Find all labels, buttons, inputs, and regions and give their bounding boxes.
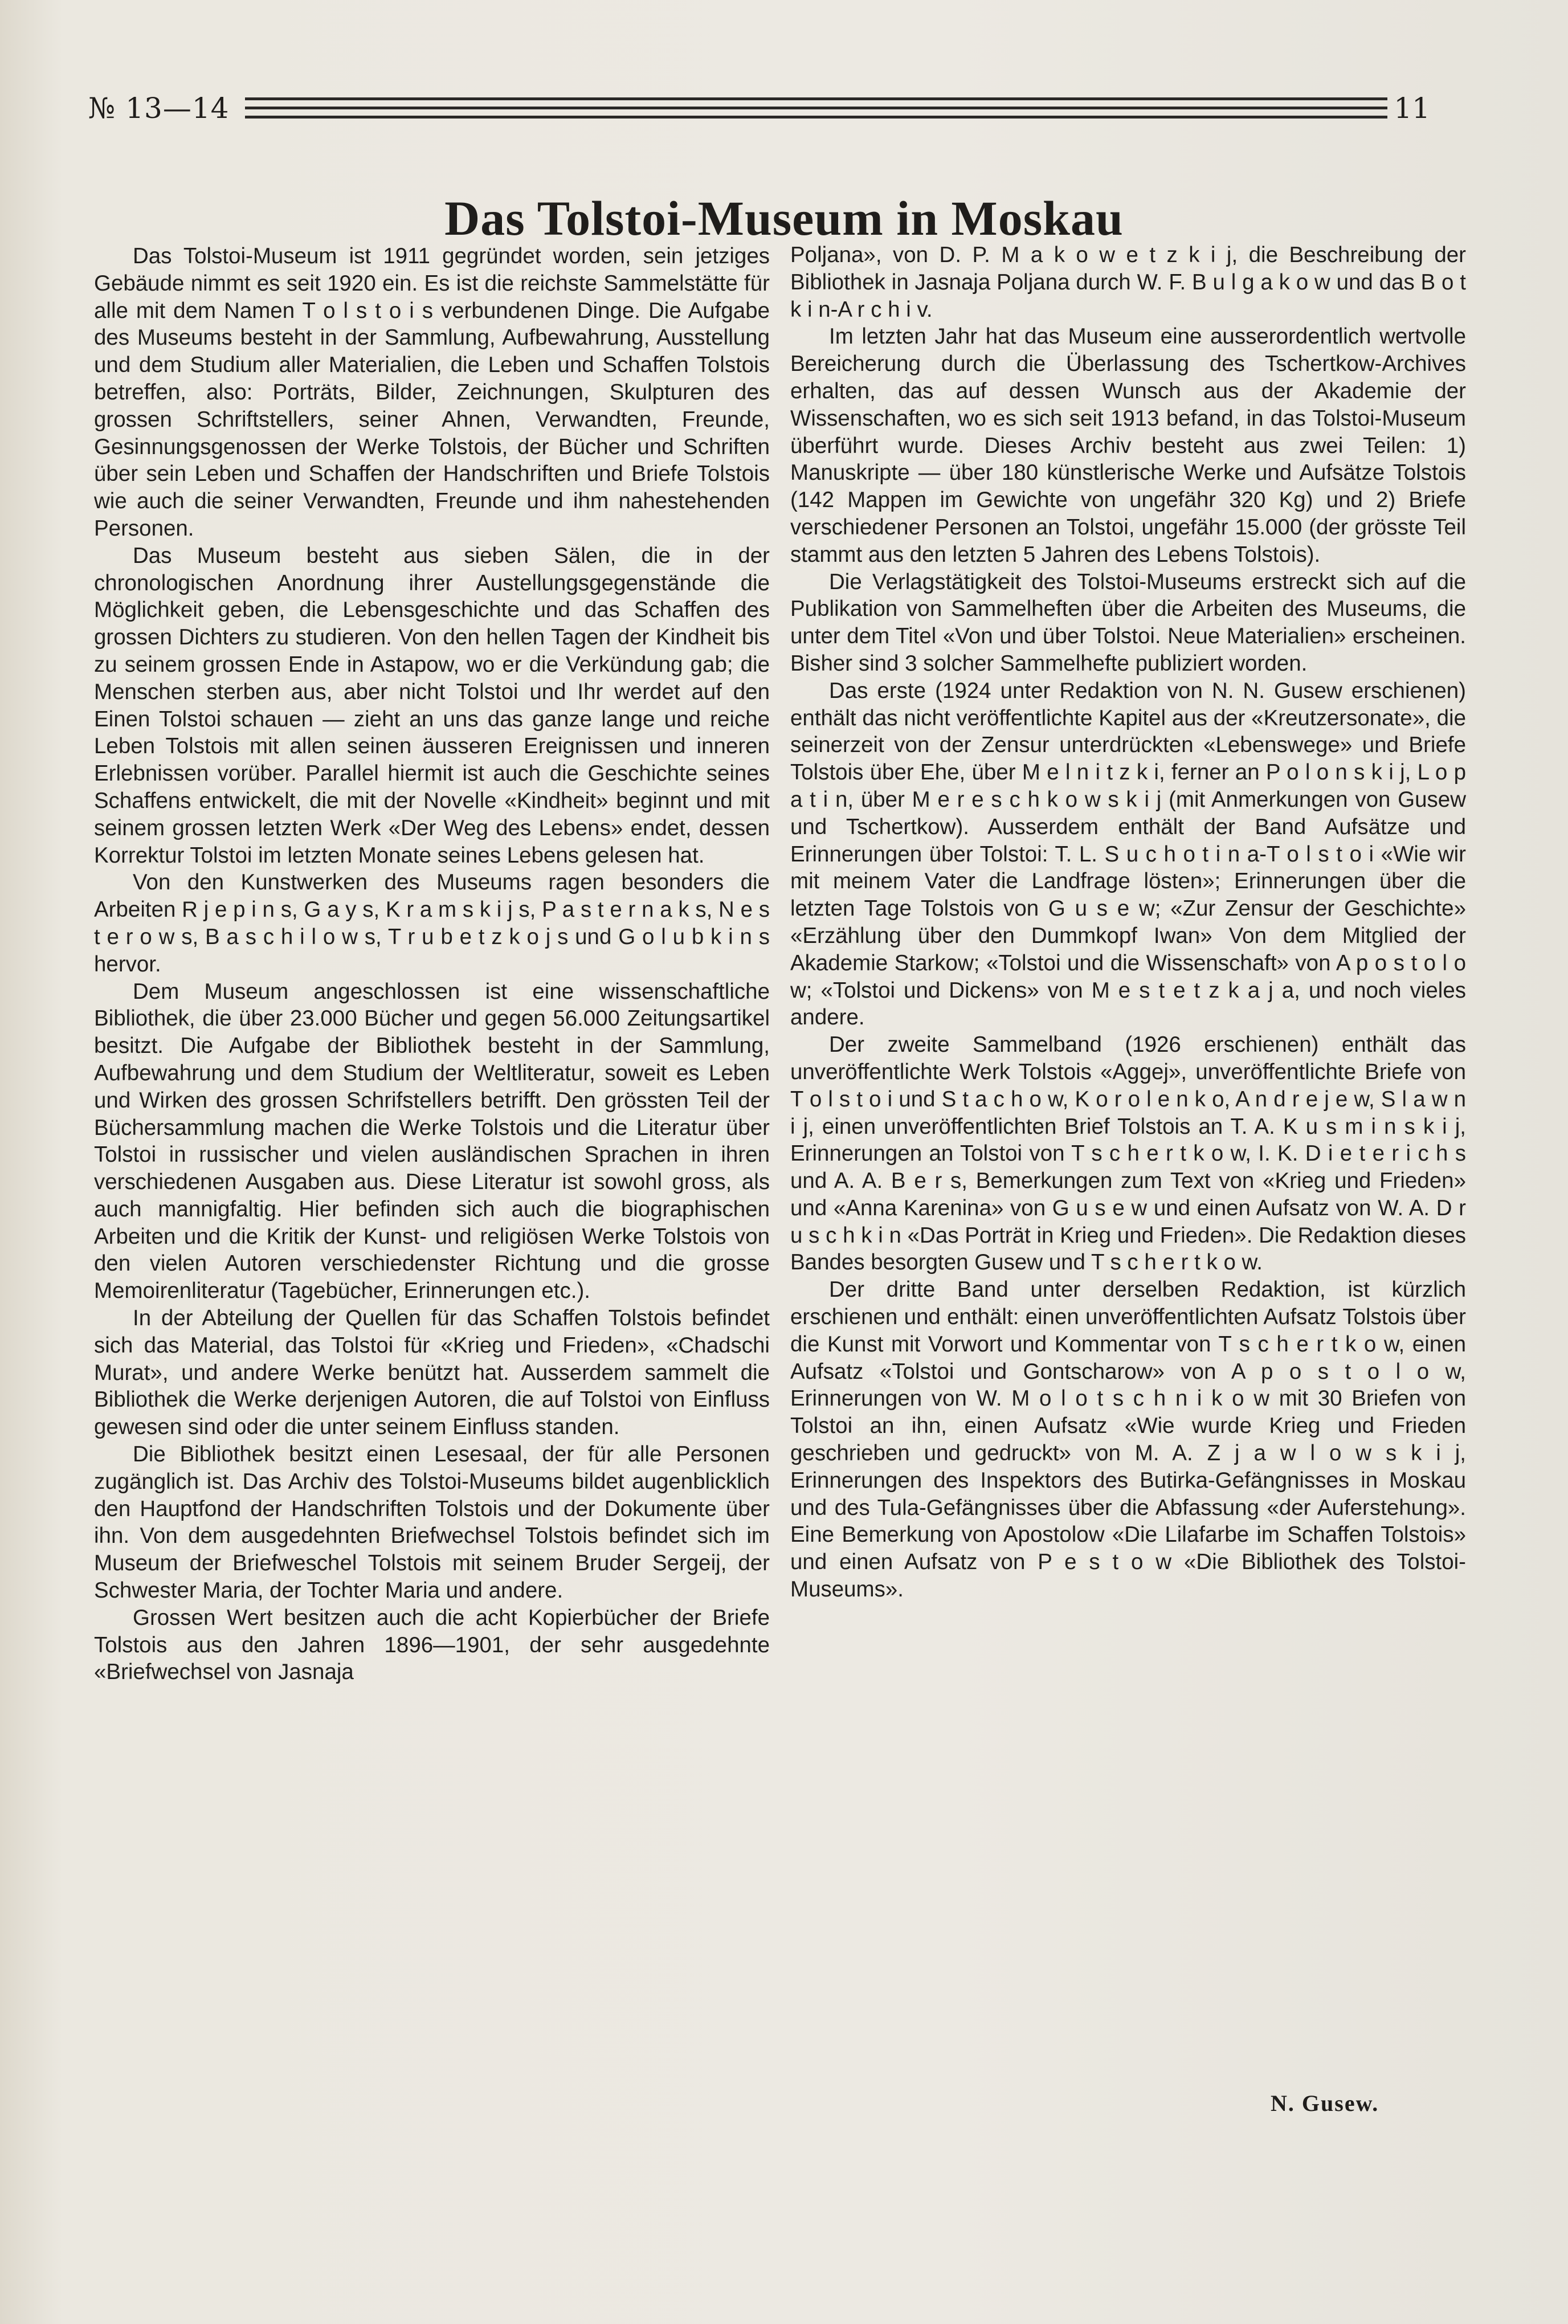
paragraph: Das erste (1924 unter Redaktion von N. N. Gusew erschienen) enthält das nicht veröffentlichte Kapitel aus der «Kreutzersonate», die seinerzeit von der Zensur unterdrückten «Lebenswege» und Briefe Tolstois über Ehe, über M e l n i t z k i, ferner an P o l o n s k i j, L o p a t i n, über M e r e s c h k o w s k i j (mit Anmerkungen von Gusew und Tschertkow). Ausserdem enthält der Band Aufsätze und Erinnerungen über Tolstoi: T. L. S u c h o t i n a-T o l s t o i «Wie wir mit meinem Vater die Landfrage lösten»; Erinnerungen über die letzten Tage Tolstois von G u s e w; «Zur Zensur der Geschichte» «Erzählung über den Dummkopf Iwan» Von dem Mitglied der Akademie Starkow; «Tolstoi und die Wissenschaft» von A p o s t o l o w; «Tolstoi und Dickens» von M e s t e t z k a j a, und noch vieles andere.	[790, 678, 1466, 1030]
issue-number: № 13—14	[88, 92, 230, 125]
header-rule	[245, 97, 1387, 100]
left-column	[94, 243, 770, 1686]
paragraph: Die Bibliothek besitzt einen Lesesaal, der für alle Personen zugänglich ist. Das Archiv des Tolstoi-Museums bildet augenblicklich den Hauptfond der Handschriften Tolstois und der Dokumente über ihn. Von dem ausgedehnten Briefwechsel Tolstois befindet sich im Museum der Briefweschel Tolstois mit seinem Bruder Sergeij, der Schwester Maria, der Tochter Maria und andere.	[94, 1442, 770, 1603]
right-column	[790, 242, 1466, 1603]
paragraph: Grossen Wert besitzen auch die acht Kopierbücher der Briefe Tolstois aus den Jahren 1896—1901, der sehr ausgedehnte «Briefwechsel von Jasnaja	[94, 1605, 770, 1685]
paragraph: In der Abteilung der Quellen für das Schaffen Tolstois befindet sich das Material, das Tolstoi für «Krieg und Frieden», «Chadschi Murat», und andere Werke benützt hat. Ausserdem sammelt die Bibliothek die Werke derjenigen Autoren, die auf Tolstoi von Einfluss gewesen sind oder die unter seinem Einfluss standen.	[94, 1306, 770, 1440]
page-number: 11	[1394, 92, 1430, 125]
paragraph: Das Museum besteht aus sieben Sälen, die in der chronologischen Anordnung ihrer Austellungsgegenstände die Möglichkeit geben, die Lebensgeschichte und das Schaffen des grossen Dichters zu studieren. Von den hellen Tagen der Kindheit bis zu seinem grossen Ende in Astapow, wo er die Verkündung gab; die Menschen sterben aus, aber nicht Tolstoi und Ihr werdet auf den Einen Tolstoi schauen — zieht an uns das ganze lange und reiche Leben Tolstois mit allen seinen äusseren Ereignissen und inneren Erlebnissen vorüber. Parallel hiermit ist auch die Geschichte seines Schaffens entwickelt, die mit der Novelle «Kindheit» beginnt und mit seinem grossen letzten Werk «Der Weg des Lebens» endet, dessen Korrektur Tolstoi im letzten Monate seines Lebens gelesen hat.	[94, 543, 770, 868]
paragraph: Dem Museum angeschlossen ist eine wissenschaftliche Bibliothek, die über 23.000 Bücher und gegen 56.000 Zeitungsartikel besitzt. Die Aufgabe der Bibliothek besteht in der Sammlung, Aufbewahrung und dem Studium der Weltliteratur, soweit es Leben und Wirken des grossen Schrifstellers betrifft. Den grössten Teil der Büchersammlung machen die Werke Tolstois und die Literatur über Tolstoi in russischer und vielen ausländischen Sprachen in ihren verschiedenen Ausgaben aus. Diese Literatur ist sowohl gross, als auch mannigfaltig. Hier befinden sich auch die biographischen Arbeiten und die Kritik der Kunst- und religiösen Werke Tolstois von den vielen Autoren verschiedenster Richtung und die grosse Memoirenliteratur (Tagebücher, Erinnerungen etc.).	[94, 979, 770, 1304]
author-signature: N. Gusew.	[1271, 2090, 1379, 2116]
paragraph: Poljana», von D. P. M a k o w e t z k i j, die Beschreibung der Bibliothek in Jasnaja Poljana durch W. F. B u l g a k o w und das B o t k i n-A r c h i v.	[790, 243, 1466, 322]
page-header	[88, 88, 1430, 128]
article-title: Das Tolstoi-Museum in Moskau	[444, 190, 1124, 246]
paragraph: Das Tolstoi-Museum ist 1911 gegründet worden, sein jetziges Gebäude nimmt es seit 1920 ein. Es ist die reichste Sammelstätte für alle mit dem Namen T o l s t o i s verbundenen Dinge. Die Aufgabe des Museums besteht in der Sammlung, Aufbewahrung, Ausstellung und dem Studium aller Materialien, die Leben und Schaffen Tolstois betreffen, also: Porträts, Bilder, Zeichnungen, Skulpturen des grossen Schriftstellers, seiner Ahnen, Verwandten, Freunde, Gesinnungsgenossen der Werke Tolstois, der Bücher und Schriften über sein Leben und Schaffen der Handschriften und Briefe Tolstois wie auch die seiner Verwandten, Freunde und ihm nahestehenden Personen.	[94, 244, 770, 541]
paragraph: Der zweite Sammelband (1926 erschienen) enthält das unveröffentlichte Werk Tolstois «Aggej», unveröffentlichte Briefe von T o l s t o i und S t a c h o w, K o r o l e n k o, A n d r e j e w, S l a w n i j, einen unveröffentlichten Brief Tolstois an T. A. K u s m i n s k i j, Erinnerungen an Tolstoi von T s c h e r t k o w, I. K. D i e t e r i c h s und A. A. B e r s, Bemerkungen zum Text von «Krieg und Frieden» und «Anna Karenina» von G u s e w und einen Aufsatz von W. A. D r u s c h k i n «Das Porträt in Krieg und Frieden». Die Redaktion dieses Bandes besorgten Gusew und T s c h e r t k o w.	[790, 1032, 1466, 1275]
header-rule	[245, 116, 1387, 119]
paragraph: Die Verlagstätigkeit des Tolstoi-Museums erstreckt sich auf die Publikation von Sammelheften über die Arbeiten des Museums, die unter dem Titel «Von und über Tolstoi. Neue Materialien» erscheinen. Bisher sind 3 solcher Sammelhefte publiziert worden.	[790, 569, 1466, 676]
paragraph: Der dritte Band unter derselben Redaktion, ist kürzlich erschienen und enthält: einen unveröffentlichten Aufsatz Tolstois über die Kunst mit Vorwort und Kommentar von T s c h e r t k o w, einen Aufsatz «Tolstoi und Gontscharow» von A p o s t o l o w, Erinnerungen von W. M o l o t s c h n i k o w mit 30 Briefen von Tolstoi an ihn, einen Aufsatz «Wie wurde Krieg und Frieden geschrieben und gedruckt» von M. A. Z j a w l o w s k i j, Erinnerungen des Inspektors des Butirka-Gefängnisses in Moskau und des Tula-Gefängnisses über die Abfassung «der Auferstehung». Eine Bemerkung von Apostolow «Die Lilafarbe im Schaffen Tolstois» und einen Aufsatz von P e s t o w «Die Bibliothek des Tolstoi-Museums».	[790, 1277, 1466, 1602]
header-rule	[245, 107, 1387, 109]
paragraph: Von den Kunstwerken des Museums ragen besonders die Arbeiten R j e p i n s, G a y s, K r a m s k i j s, P a s t e r n a k s, N e s t e r o w s, B a s c h i l o w s, T r u b e t z k o j s und G o l u b k i n s hervor.	[94, 870, 770, 977]
paragraph: Im letzten Jahr hat das Museum eine ausserordentlich wertvolle Bereicherung durch die Überlassung des Tschertkow-Archives erhalten, das auf dessen Wunsch aus der Akademie der Wissenschaften, wo es sich seit 1913 befand, in das Tolstoi-Museum überführt wurde. Dieses Archiv besteht aus zwei Teilen: 1) Manuskripte — über 180 künstlerische Werke und Aufsätze Tolstois (142 Mappen im Gewichte von ungefähr 320 Kg) und 2) Briefe verschiedener Personen an Tolstoi, ungefähr 15.000 (der grösste Teil stammt aus den letzten 5 Jahren des Lebens Tolstois).	[790, 324, 1466, 567]
